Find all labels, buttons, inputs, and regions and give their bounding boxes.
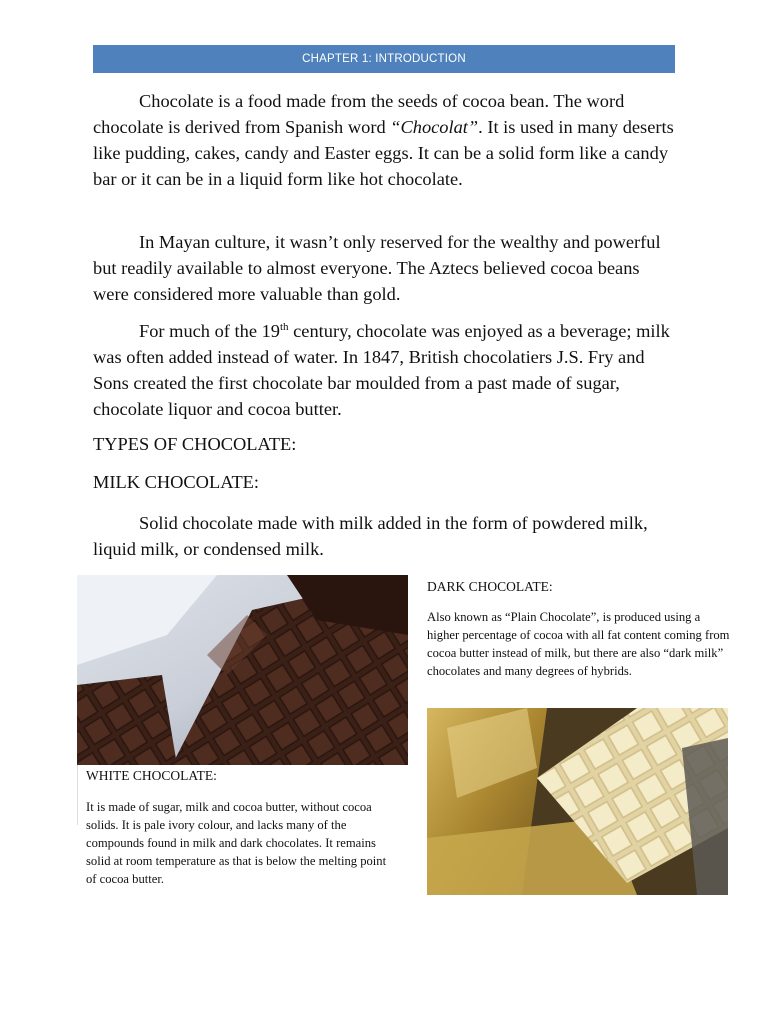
dark-chocolate-heading: DARK CHOCOLATE: [427, 579, 553, 594]
intro-p1-text-end: . It is used in many deserts like pudding, cakes, candy and Easter eggs. It can be a solid form like a candy bar or it can be in a liquid form like hot chocolate. [93, 117, 674, 189]
intro-p2-text: In Mayan culture, it wasn’t only reserved for the wealthy and powerful but readily available to almost everyone. The Aztecs believed cocoa beans were considered more valuable than gold. [93, 232, 661, 304]
intro-paragraph-2 [93, 229, 675, 307]
intro-paragraph-1 [93, 88, 675, 192]
intro-paragraph-3 [93, 318, 675, 422]
milk-chocolate-heading: MILK CHOCOLATE: [93, 472, 260, 492]
white-chocolate-text: It is made of sugar, milk and cocoa butter, without cocoa solids. It is pale ivory colour, and lacks many of the compounds found in milk and dark chocolates. It remains solid at room temperature as that is below the melting point of cocoa butter. [86, 800, 387, 886]
chapter-title: CHAPTER 1: INTRODUCTION [302, 53, 466, 65]
milk-chocolate-text: Solid chocolate made with milk added in the form of powdered milk, liquid milk, or condensed milk. [93, 513, 648, 559]
intro-p3-text: For much of the 19 [139, 321, 280, 341]
intro-p3-text-end: century, chocolate was enjoyed as a beverage; milk was often added instead of water. In 1847, British chocolatiers J.S. Fry and Sons created the first chocolate bar moulded from a past made of sugar, chocolate liquor and cocoa butter. [93, 321, 670, 419]
chocolat-word: “Chocolat” [390, 117, 479, 137]
chapter-banner [93, 45, 675, 73]
dark-chocolate-photo [77, 575, 408, 765]
superscript-th: th [279, 320, 289, 333]
dark-chocolate-text: Also known as “Plain Chocolate”, is produced using a higher percentage of cocoa with all fat content coming from cocoa butter instead of milk, but there are also “dark milk” chocolates and many degrees of hybrids. [427, 610, 730, 678]
photo-edge-line [77, 765, 78, 825]
intro-p1-text: Chocolate is a food made from the seeds of cocoa bean. The word chocolate is derived from Spanish word [93, 91, 625, 137]
white-chocolate-photo [427, 708, 728, 895]
white-chocolate-heading: WHITE CHOCOLATE: [86, 768, 217, 783]
types-heading: TYPES OF CHOCOLATE: [93, 434, 297, 454]
